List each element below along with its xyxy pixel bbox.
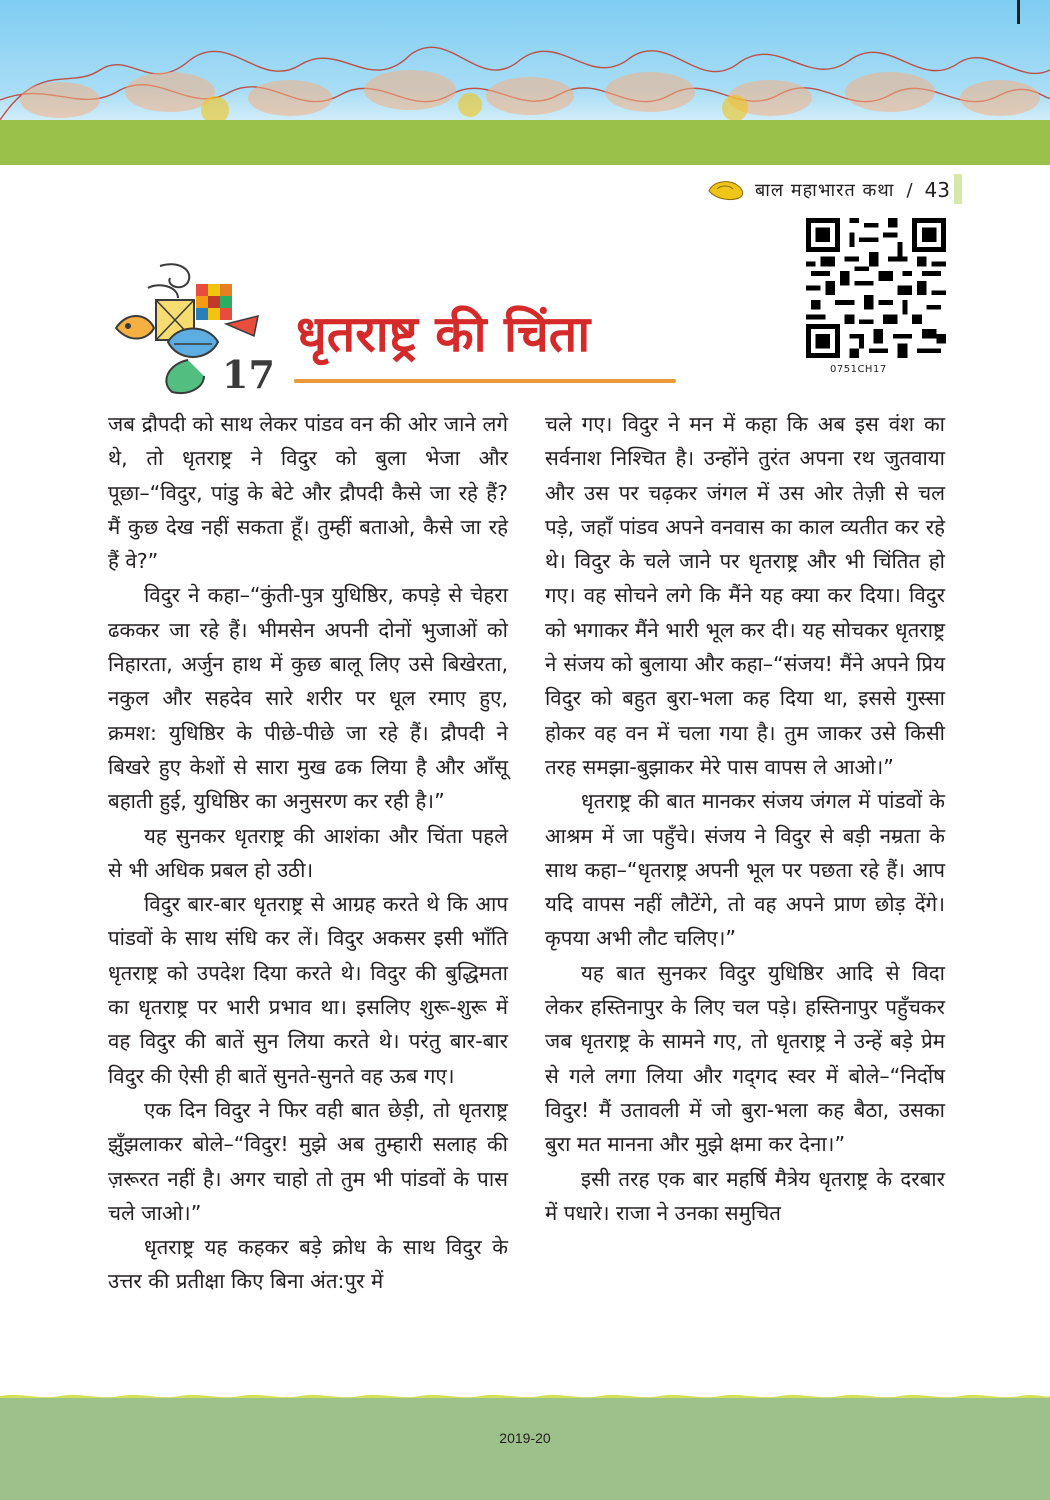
- footer-band: [0, 1398, 1050, 1500]
- grass-strip: [0, 120, 1050, 165]
- qr-code-label: 0751CH17: [830, 364, 887, 375]
- paragraph: यह सुनकर धृतराष्ट्र की आशंका और चिंता पहले से भी अधिक प्रबल हो उठी।: [108, 823, 508, 882]
- paragraph: चले गए। विदुर ने मन में कहा कि अब इस वंश का सर्वनाश निश्चित है। उन्होंने तुरंत अपना रथ जुतवाया और उस पर चढ़कर जंगल में उस ओर तेज़ी से चल पड़े, जहाँ पांडव अपने वनवास का काल व्यतीत कर रहे थे। विदुर के चले जाने पर धृतराष्ट्र और भी चिंतित हो गए। वह सोचने लगे कि मैंने यह क्या कर दिया। विदुर को भगाकर मैंने भारी भूल कर दी। यह सोचकर धृतराष्ट्र ने संजय को बुलाया और कहा–“संजय! मैंने अपने प्रिय विदुर को बहुत बुरा-भला कह दिया था, इससे गुस्सा होकर वह वन में चला गया है। तुम जाकर उसे किसी तरह समझा-बुझाकर मेरे पास वापस ले आओ।”: [545, 412, 945, 779]
- header-accent-bar: [954, 174, 962, 204]
- chapter-number: 17: [222, 352, 275, 397]
- corner-crop-mark: [1017, 0, 1020, 24]
- decorative-banner: [0, 0, 1050, 165]
- running-header: [707, 175, 950, 205]
- paragraph: एक दिन विदुर ने फिर वही बात छेड़ी, तो धृतराष्ट्र झुँझलाकर बोले–“विदुर! मुझे अब तुम्हारी सलाह की ज़रूरत नहीं है। अगर चाहो तो तुम भी पांडवों के पास चले जाओ।”: [108, 1097, 508, 1225]
- header-separator: /: [906, 179, 913, 201]
- chapter-title: धृतराष्ट्र की चिंता: [296, 305, 591, 363]
- paragraph: विदुर बार-बार धृतराष्ट्र से आग्रह करते थे कि आप पांडवों के साथ संधि कर लें। विदुर अकसर इसी भाँति धृतराष्ट्र को उपदेश दिया करते थे। विदुर की बुद्धिमता का धृतराष्ट्र पर भारी प्रभाव था। इसलिए शुरू-शुरू में वह विदुर की बातें सुन लिया करते थे। परंतु बार-बार विदुर की ऐसी ही बातें सुनते-सुनते वह ऊब गए।: [108, 892, 508, 1088]
- qr-code[interactable]: [806, 218, 946, 358]
- footer-year: 2019-20: [499, 1430, 551, 1446]
- title-underline: [294, 379, 676, 383]
- paragraph: धृतराष्ट्र की बात मानकर संजय जंगल में पांडवों के आश्रम में जा पहुँचे। संजय ने विदुर से बड़ी नम्रता के साथ कहा–“धृतराष्ट्र अपनी भूल पर पछता रहे हैं। आप यदि वापस नहीं लौटेंगे, तो वह अपने प्राण छोड़ देंगे। कृपया अभी लौट चलिए।”: [545, 789, 945, 951]
- page-number: 43: [924, 178, 950, 202]
- paragraph: धृतराष्ट्र यह कहकर बड़े क्रोध के साथ विदुर के उत्तर की प्रतीक्षा किए बिना अंत:पुर में: [108, 1235, 508, 1294]
- right-column: [545, 407, 945, 1230]
- paragraph: यह बात सुनकर विदुर युधिष्ठिर आदि से विदा लेकर हस्तिनापुर के लिए चल पड़े। हस्तिनापुर पहुँचकर जब धृतराष्ट्र के सामने गए, तो धृतराष्ट्र ने उन्हें बड़े प्रेम से गले लगा लिया और गद्‌गद स्वर में बोले–“निर्दोष विदुर! मैं उतावली में जो बुरा-भला कह बैठा, उसका बुरा मत मानना और मुझे क्षमा कर देना।”: [545, 960, 945, 1157]
- left-column: [108, 407, 508, 1299]
- paragraph: इसी तरह एक बार महर्षि मैत्रेय धृतराष्ट्र के दरबार में पधारे। राजा ने उनका समुचित: [545, 1166, 945, 1225]
- paragraph: विदुर ने कहा–“कुंती-पुत्र युधिष्ठिर, कपड़े से चेहरा ढककर जा रहे हैं। भीमसेन अपनी दोनों भुजाओं को निहारता, अर्जुन हाथ में कुछ बालू लिए उसे बिखेरता, नकुल और सहदेव सारे शरीर पर धूल रमाए हुए, क्रमश: युधिष्ठिर के पीछे-पीछे जा रहे हैं। द्रौपदी ने बिखरे हुए केशों से सारा मुख ढक लिया है और आँसू बहाती हुई, युधिष्ठिर का अनुसरण कर रही है।”: [108, 583, 508, 814]
- book-title: बाल महाभारत कथा: [754, 180, 895, 201]
- conch-shell-icon: [707, 179, 747, 201]
- paragraph: जब द्रौपदी को साथ लेकर पांडव वन की ओर जाने लगे थे, तो धृतराष्ट्र ने विदुर को बुला भेजा और पूछा–“विदुर, पांडु के बेटे और द्रौपदी कैसे जा रहे हैं? मैं कुछ देख नहीं सकता हूँ। तुम्हीं बताओ, कैसे जा रहे हैं वे?”: [108, 412, 508, 574]
